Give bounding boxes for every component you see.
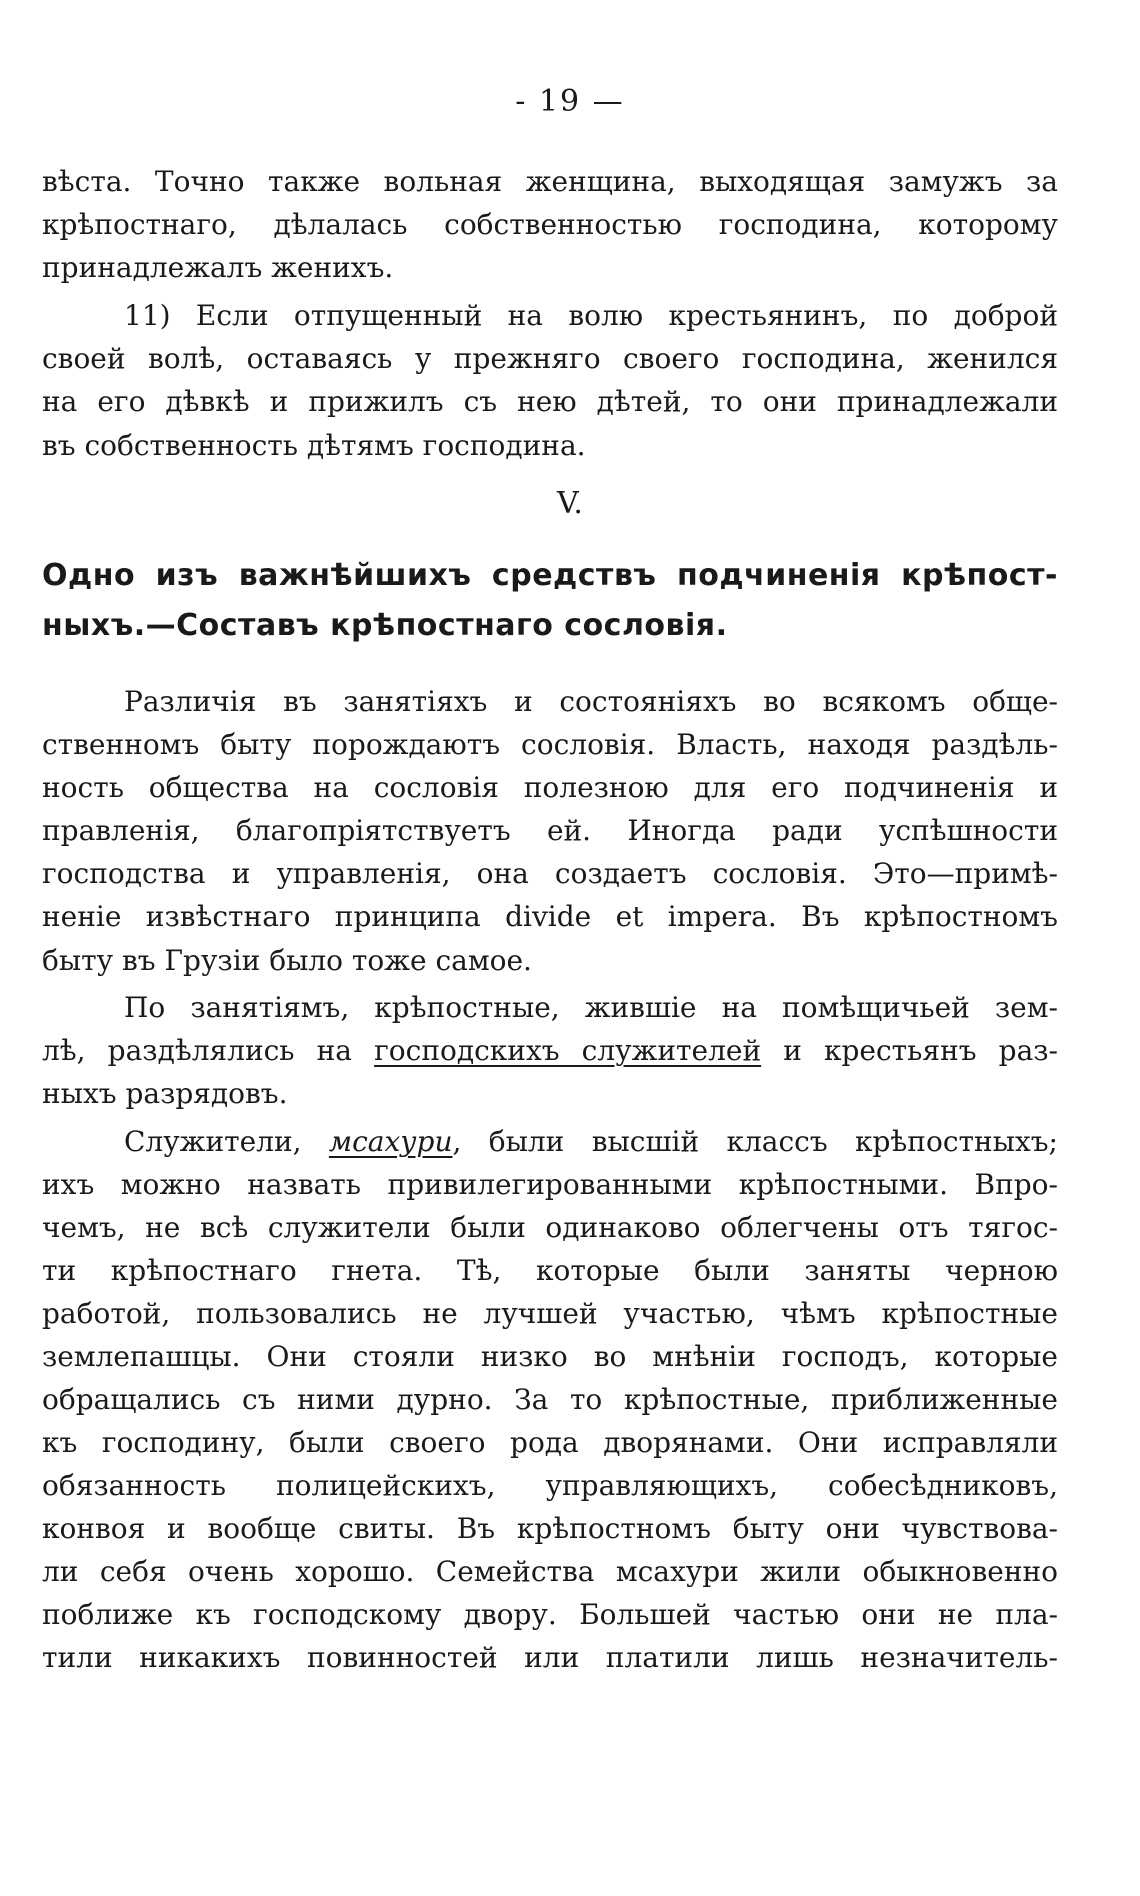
text-line: неніе извѣстнаго принципа divide et impera. Въ крѣпостномъ: [42, 900, 1058, 933]
text-line: господства и управленія, она создаетъ сословія. Это—примѣ-: [42, 857, 1058, 890]
text-line: вѣста. Точно также вольная женщина, выходящая замужъ за: [42, 165, 1058, 198]
text-line: работой, пользовались не лучшей участью, чѣмъ крѣпостные: [42, 1297, 1058, 1330]
underlined-term: мсахури: [328, 1125, 453, 1158]
text-line: на его дѣвкѣ и прижилъ съ нею дѣтей, то они принадлежали: [42, 385, 1058, 418]
text-line: крѣпостнаго, дѣлалась собственностью господина, которому: [42, 208, 1058, 241]
text-line: ли себя очень хорошо. Семейства мсахури жили обыкновенно: [42, 1555, 1058, 1588]
text-line: въ собственность дѣтямъ господина.: [42, 429, 586, 462]
text-line: ихъ можно назвать привилегированными крѣпостными. Впро-: [42, 1168, 1058, 1201]
section-heading-line: ныхъ.—Составъ крѣпостнаго сословія.: [42, 608, 728, 643]
text-line: къ господину, были своего рода дворянами. Они исправляли: [42, 1426, 1058, 1459]
text-line: обязанность полицейскихъ, управляющихъ, собесѣдниковъ,: [42, 1469, 1058, 1502]
text-line: обращались съ ними дурно. За то крѣпостные, приближенные: [42, 1383, 1058, 1416]
text-line: быту въ Грузіи было тоже самое.: [42, 944, 532, 977]
text-line: 11) Если отпущенный на волю крестьянинъ, по доброй: [124, 299, 1058, 332]
text-line: ственномъ быту порождаютъ сословія. Власть, находя раздѣль-: [42, 728, 1058, 761]
text-line: ти крѣпостнаго гнета. Тѣ, которые были заняты черною: [42, 1254, 1058, 1287]
page-number: - 19 —: [515, 84, 625, 119]
text-line: Различія въ занятіяхъ и состояніяхъ во всякомъ обще-: [124, 685, 1058, 718]
text-line: чемъ, не всѣ служители были одинаково облегчены отъ тягос-: [42, 1211, 1058, 1244]
text-line: землепашцы. Они стояли низко во мнѣніи господъ, которые: [42, 1340, 1058, 1373]
text-line: ныхъ разрядовъ.: [42, 1077, 288, 1110]
text-segment: , были высшій классъ крѣпостныхъ;: [452, 1125, 1058, 1158]
text-line: ность общества на сословія полезною для его подчиненія и: [42, 771, 1058, 804]
text-line: тили никакихъ повинностей или платили лишь незначитель-: [42, 1641, 1058, 1674]
text-segment: лѣ, раздѣлялись на: [42, 1034, 375, 1067]
text-line: принадлежалъ женихъ.: [42, 251, 394, 284]
text-line: [42, 1033, 1058, 1069]
text-line: правленія, благопріятствуетъ ей. Иногда ради успѣшности: [42, 814, 1058, 847]
text-line: По занятіямъ, крѣпостные, жившіе на помѣщичьей зем-: [124, 991, 1058, 1024]
section-numeral: V.: [557, 486, 583, 521]
text-line: своей волѣ, оставаясь у прежняго своего господина, женился: [42, 342, 1058, 375]
text-segment: Служители,: [124, 1125, 329, 1158]
text-line: конвоя и вообще свиты. Въ крѣпостномъ быту они чувствова-: [42, 1512, 1058, 1545]
section-heading-line: Одно изъ важнѣйшихъ средствъ подчиненія крѣпост-: [42, 558, 1058, 593]
text-line: поближе къ господскому двору. Большей частью они не пла-: [42, 1598, 1058, 1631]
text-segment: и крестьянъ раз-: [761, 1034, 1059, 1067]
text-line: [124, 1124, 1058, 1160]
underlined-term: господскихъ служителей: [374, 1034, 762, 1067]
